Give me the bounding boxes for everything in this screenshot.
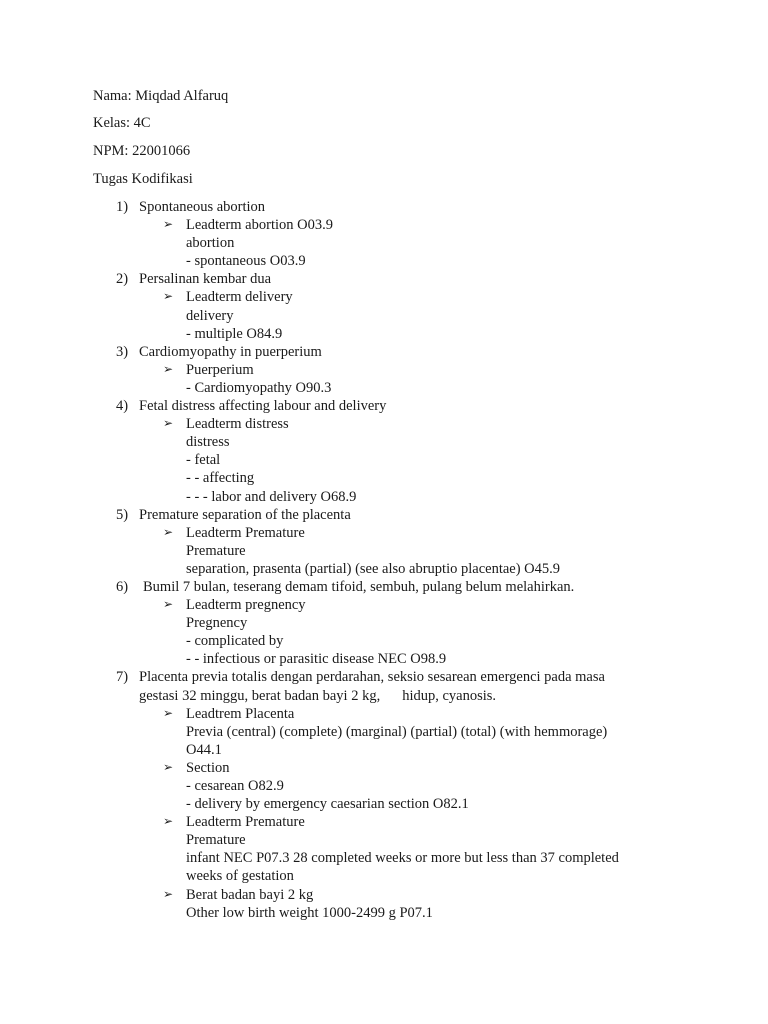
item-title: Cardiomyopathy in puerperium <box>139 343 322 360</box>
item-number: 2) <box>116 271 129 288</box>
bullet-text: Leadterm Premature <box>186 814 305 831</box>
bullet-line <box>0 886 768 904</box>
item-title-continuation <box>0 687 768 705</box>
title-cont-part-b: hidup, cyanosis. <box>402 687 497 704</box>
item-title: Fetal distress affecting labour and delivery <box>139 398 387 415</box>
bullet-line <box>0 705 768 723</box>
bullet-line <box>0 813 768 831</box>
sub-text: infant NEC P07.3 28 completed weeks or more but less than 37 completed <box>186 850 619 867</box>
bullet-line <box>0 216 768 234</box>
item-number: 1) <box>116 199 129 215</box>
sub-text: - fetal <box>186 452 221 469</box>
bullet-text: Leadterm Premature <box>186 524 305 541</box>
coding-list <box>0 198 768 922</box>
list-item-6 <box>0 578 768 596</box>
arrow-bullet-icon: ➢ <box>163 361 174 376</box>
sub-text: separation, prasenta (partial) (see also abruptio placentae) O45.9 <box>186 560 561 577</box>
arrow-bullet-icon: ➢ <box>163 705 174 720</box>
item-title: Placenta previa totalis dengan perdarahan, seksio sesarean emergenci pada masa <box>139 669 605 686</box>
item-title: Premature separation of the placenta <box>139 506 351 523</box>
item-number: 3) <box>116 343 129 360</box>
list-item-1 <box>0 198 768 216</box>
item-number: 6) <box>116 578 129 595</box>
assignment-title: Tugas Kodifikasi <box>93 171 193 187</box>
sub-text: O44.1 <box>186 741 222 758</box>
list-item-3 <box>0 343 768 361</box>
bullet-text: Leadterm pregnency <box>186 597 306 614</box>
arrow-bullet-icon: ➢ <box>163 524 174 539</box>
sub-text: - spontaneous O03.9 <box>186 253 306 270</box>
sub-text: - complicated by <box>186 633 284 650</box>
sub-text: Previa (central) (complete) (marginal) (partial) (total) (with hemmorage) <box>186 723 608 740</box>
bullet-text: Leadterm distress <box>186 416 289 433</box>
sub-text: - delivery by emergency caesarian section O82.1 <box>186 796 469 813</box>
arrow-bullet-icon: ➢ <box>163 597 174 612</box>
bullet-text: Puerperium <box>186 361 254 378</box>
student-npm: NPM: 22001066 <box>93 143 191 159</box>
sub-text: - - - labor and delivery O68.9 <box>186 488 357 505</box>
bullet-text: Leadtrem Placenta <box>186 705 295 722</box>
bullet-line <box>0 415 768 433</box>
item-title: Bumil 7 bulan, teserang demam tifoid, sembuh, pulang belum melahirkan. <box>143 578 575 595</box>
sub-text: delivery <box>186 307 234 324</box>
bullet-line <box>0 288 768 306</box>
bullet-text: Section <box>186 759 230 776</box>
bullet-text: Leadterm delivery <box>186 289 293 306</box>
student-name: Nama: Miqdad Alfaruq <box>93 88 229 104</box>
arrow-bullet-icon: ➢ <box>163 217 174 232</box>
bullet-line <box>0 524 768 542</box>
sub-text: weeks of gestation <box>186 868 294 885</box>
sub-text: distress <box>186 434 230 451</box>
bullet-line <box>0 361 768 379</box>
bullet-text: Berat badan bayi 2 kg <box>186 886 314 903</box>
sub-text: Premature <box>186 542 246 559</box>
list-item-5 <box>0 506 768 524</box>
bullet-line <box>0 759 768 777</box>
sub-text: - cesarean O82.9 <box>186 778 284 794</box>
bullet-text: Leadterm abortion O03.9 <box>186 217 333 234</box>
sub-text: Premature <box>186 832 246 849</box>
item-title: Spontaneous abortion <box>139 199 266 215</box>
arrow-bullet-icon: ➢ <box>163 814 174 829</box>
list-item-7 <box>0 668 768 686</box>
sub-text: abortion <box>186 235 235 252</box>
item-title: Persalinan kembar dua <box>139 271 272 288</box>
item-number: 7) <box>116 669 129 686</box>
item-number: 4) <box>116 398 129 415</box>
arrow-bullet-icon: ➢ <box>163 416 174 431</box>
list-item-2 <box>0 270 768 288</box>
sub-text: Pregnency <box>186 615 248 632</box>
arrow-bullet-icon: ➢ <box>163 886 174 901</box>
student-class: Kelas: 4C <box>93 115 151 131</box>
sub-text: - multiple O84.9 <box>186 325 283 342</box>
title-cont-part-a: gestasi 32 minggu, berat badan bayi 2 kg, <box>139 687 381 704</box>
sub-text: - Cardiomyopathy O90.3 <box>186 379 332 396</box>
arrow-bullet-icon: ➢ <box>163 759 174 774</box>
sub-text: Other low birth weight 1000-2499 g P07.1 <box>186 904 433 921</box>
sub-text: - - infectious or parasitic disease NEC O98.9 <box>186 651 447 668</box>
list-item-4 <box>0 397 768 415</box>
bullet-line <box>0 596 768 614</box>
sub-text: - - affecting <box>186 470 255 487</box>
item-number: 5) <box>116 506 129 523</box>
arrow-bullet-icon: ➢ <box>163 289 174 304</box>
